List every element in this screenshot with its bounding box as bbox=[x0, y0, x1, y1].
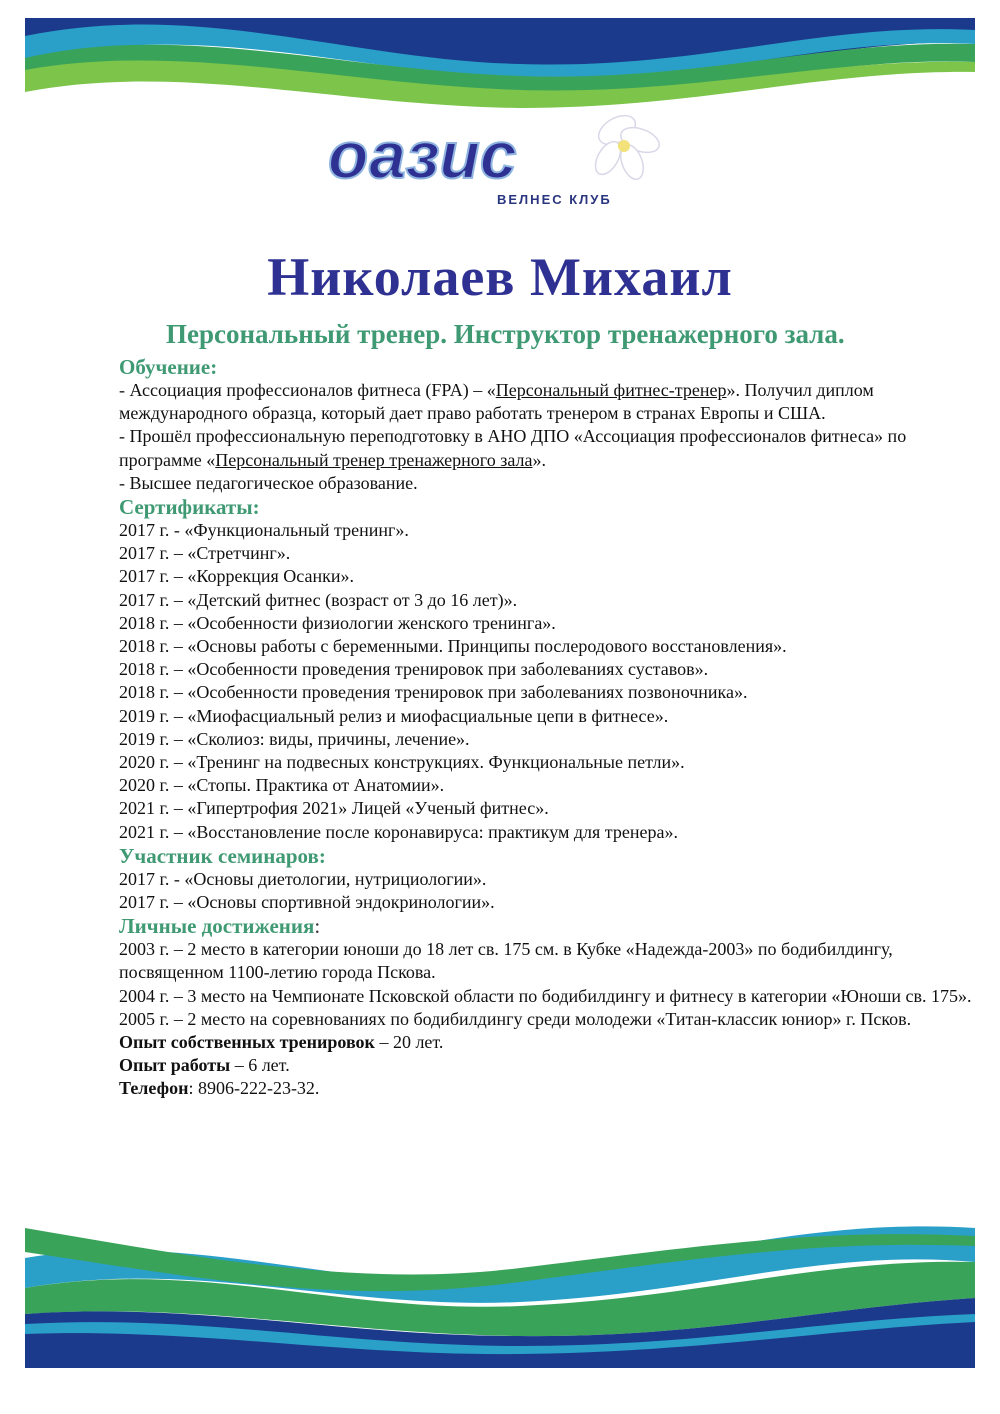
phone: Телефон: 8906-222-23-32. bbox=[119, 1078, 320, 1099]
certificate-item: 2018 г. – «Особенности физиологии женского тренинга». bbox=[119, 612, 556, 633]
course-link[interactable]: Персональный фитнес-тренер bbox=[495, 380, 727, 400]
education-item: - Прошёл профессиональную переподготовку в АНО ДПО «Ассоциация профессионалов фитнеса» по программе «Персональный тренер тренажерного зала». bbox=[119, 426, 907, 470]
svg-text:оазис: оазис bbox=[328, 118, 517, 192]
certificate-item: 2020 г. – «Тренинг на подвесных конструкциях. Функциональные петли». bbox=[119, 752, 685, 773]
education-item: - Высшее педагогическое образование. bbox=[119, 472, 418, 493]
bottom-wave-decoration bbox=[0, 1218, 1000, 1378]
certificate-item: 2018 г. – «Основы работы с беременными. Принципы послеродового восстановления». bbox=[119, 636, 787, 657]
logo-subtitle: ВЕЛНЕС КЛУБ bbox=[497, 192, 612, 207]
certificate-item: 2017 г. – «Коррекция Осанки». bbox=[119, 566, 354, 587]
work-experience: Опыт работы – 6 лет. bbox=[119, 1055, 290, 1076]
certificate-item: 2018 г. – «Особенности проведения тренировок при заболеваниях позвоночника». bbox=[119, 682, 748, 703]
achievement-item: 2003 г. – 2 место в категории юноши до 18 лет св. 175 см. в Кубке «Надежда-2003» по бодибилдингу, посвященном 1100-летию города Пскова. bbox=[119, 939, 893, 983]
certificate-item: 2017 г. – «Стретчинг». bbox=[119, 543, 291, 564]
top-wave-decoration bbox=[0, 0, 1000, 110]
certificate-item: 2020 г. – «Стопы. Практика от Анатомии». bbox=[119, 775, 445, 796]
certificate-item: 2017 г. – «Детский фитнес (возраст от 3 до 16 лет)». bbox=[119, 589, 518, 610]
certificates-heading: Сертификаты: bbox=[119, 495, 260, 520]
certificate-item: 2019 г. – «Сколиоз: виды, причины, лечение». bbox=[119, 728, 470, 749]
achievements-heading: Личные достижения: bbox=[119, 914, 321, 939]
seminar-item: 2017 г. - «Основы диетологии, нутрициологии». bbox=[119, 868, 487, 889]
training-experience: Опыт собственных тренировок – 20 лет. bbox=[119, 1032, 444, 1053]
flower-icon bbox=[590, 110, 662, 183]
certificate-item: 2021 г. – «Гипертрофия 2021» Лицей «Ученый фитнес». bbox=[119, 798, 549, 819]
certificate-item: 2021 г. – «Восстановление после коронавируса: практикум для тренера». bbox=[119, 821, 678, 842]
certificate-item: 2018 г. – «Особенности проведения тренировок при заболеваниях суставов». bbox=[119, 659, 709, 680]
resume-content bbox=[119, 355, 979, 1101]
person-name: Николаев Михаил bbox=[267, 247, 733, 307]
seminars-heading: Участник семинаров: bbox=[119, 843, 326, 868]
course-link[interactable]: Персональный тренер тренажерного зала bbox=[215, 449, 533, 470]
education-item: - Ассоциация профессионалов фитнеса (FPA) – «Персональный фитнес-тренер». Получил диплом международного образца, который дает право работать тренером в странах Европы и США. bbox=[119, 380, 874, 424]
certificate-item: 2017 г. - «Функциональный тренинг». bbox=[119, 520, 409, 541]
education-heading: Обучение: bbox=[119, 355, 218, 379]
achievement-item: 2004 г. – 3 место на Чемпионате Псковской области по бодибилдингу и фитнесу в категории «Юноши св. 175». bbox=[119, 985, 972, 1006]
job-title: Персональный тренер. Инструктор тренажерного зала. bbox=[166, 319, 845, 349]
achievement-item: 2005 г. – 2 место на соревнованиях по бодибилдингу среди молодежи «Титан-классик юниор» г. Псков. bbox=[119, 1008, 912, 1029]
certificate-item: 2019 г. – «Миофасциальный релиз и миофасциальные цепи в фитнесе». bbox=[119, 705, 669, 726]
seminar-item: 2017 г. – «Основы спортивной эндокринологии». bbox=[119, 892, 495, 913]
